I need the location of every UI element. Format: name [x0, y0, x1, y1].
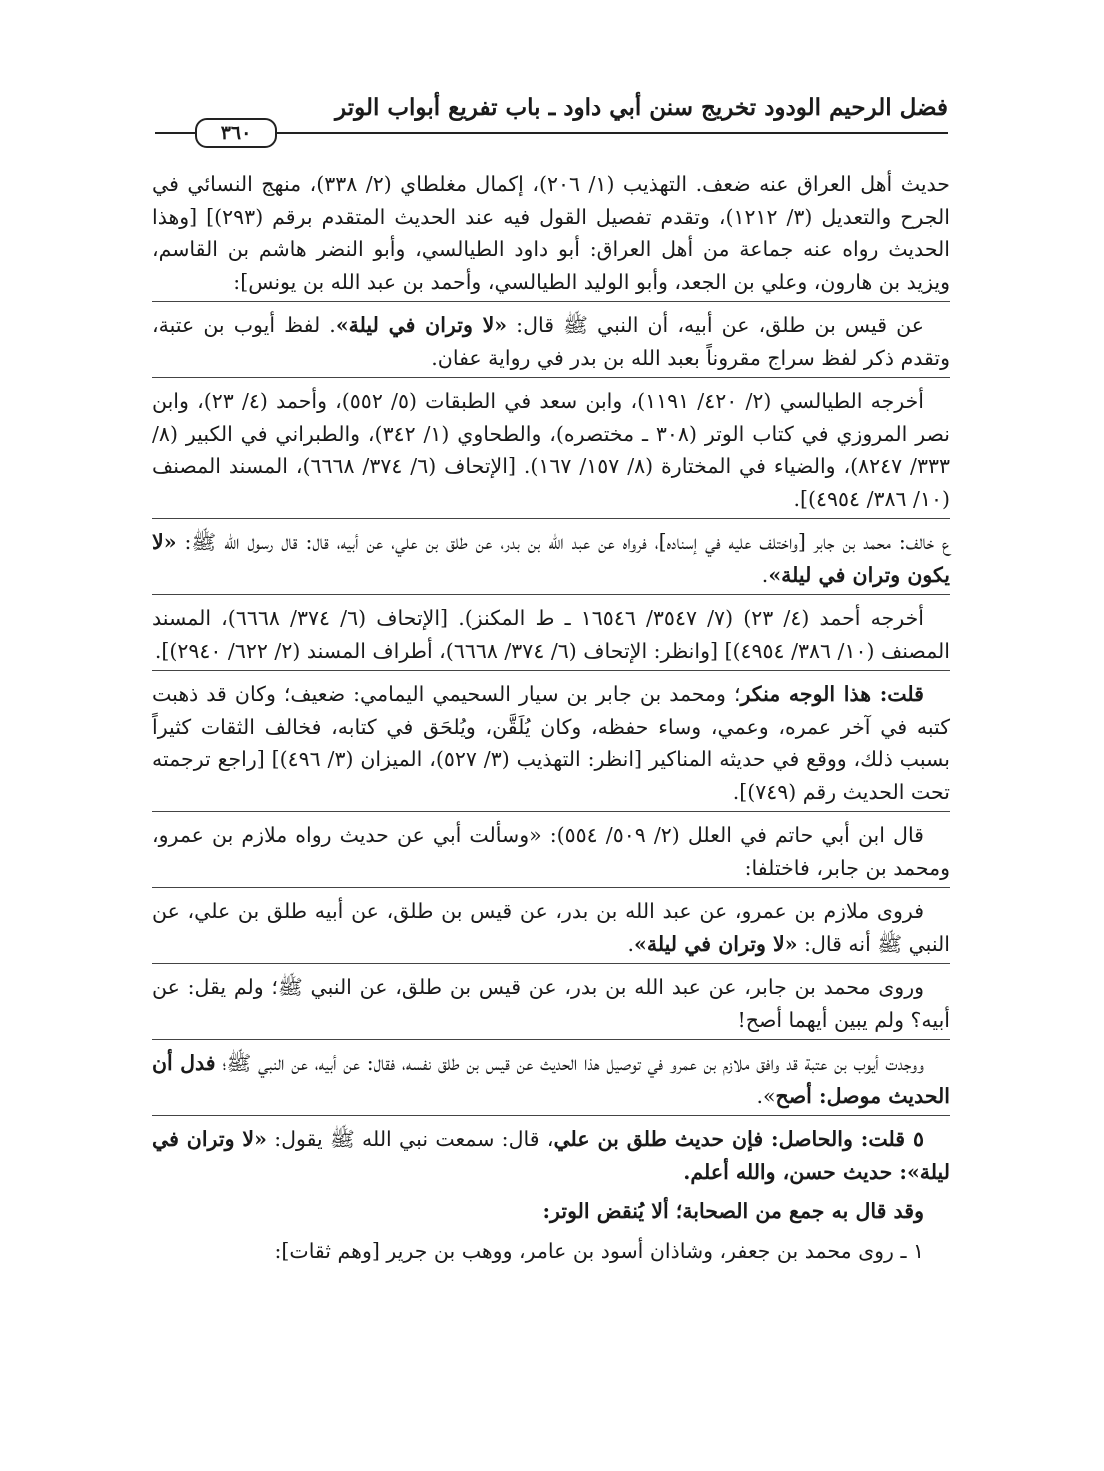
page-body	[152, 168, 950, 1274]
paragraph-item-1: ١ ـ روى محمد بن جعفر، وشاذان أسود بن عامر، ووهب بن جرير [وهم ثقات]:	[274, 1238, 924, 1263]
paragraph-khalafa	[152, 526, 950, 595]
hadith-quote: «لا وتران في ليلة»	[152, 1127, 950, 1184]
bold-lead: قلت: هذا الوجه منكر	[740, 682, 924, 706]
hadith-quote: «لا وتران في ليلة»	[634, 931, 798, 956]
paragraph-footnote-continuation: حديث أهل العراق عنه ضعف. التهذيب (١/ ٢٠٦)، إكمال مغلطاي (٢/ ٣٣٨)، منهج النسائي في الجرح والتعديل (٣/ ١٢١٢)، وتقدم تفصيل القول فيه عند الحديث المتقدم برقم (٢٩٣)] [وهذا الحديث رواه عنه جماعة من أهل العراق: أبو داود الطيالسي، وأبو النضر هاشم بن القاسم، ويزيد بن هارون، وعلي بن الجعد، وأبو الوليد الطيالسي، وأحمد بن عبد الله بن يونس]:	[152, 168, 950, 302]
paragraph-text: عن قيس بن طلق، عن أبيه، أن النبي ﷺ قال:	[507, 313, 924, 337]
paragraph-text: .	[761, 562, 769, 587]
paragraph-text: فروى ملازم بن عمرو، عن عبد الله بن بدر، عن قيس بن طلق، عن أبيه طلق بن علي، عن النبي ﷺ أنه قال:	[152, 899, 950, 956]
paragraph-jabir: وروى محمد بن جابر، عن عبد الله بن بدر، عن قيس بن طلق، عن النبي ﷺ؛ ولم يقل: عن أبيه؟ ولم يبين أيهما أصح!	[152, 971, 950, 1040]
paragraph-text: .	[627, 931, 635, 956]
paragraph-text: ، قال: سمعت نبي الله ﷺ يقول:	[266, 1127, 554, 1151]
hadith-quote: «لا وتران في ليلة»	[335, 313, 508, 337]
running-header	[155, 88, 948, 148]
paragraph-takhrij: أخرجه الطيالسي (٢/ ٤٢٠/ ١١٩١)، وابن سعد في الطبقات (٥/ ٥٥٢)، وأحمد (٤/ ٢٣)، وابن نصر المروزي في كتاب الوتر (٣٠٨ ـ مختصره)، والطحاوي (١/ ٣٤٢)، والطبراني في الكبير (٨/ ٣٣٣/ ٨٢٤٧)، والضياء في المختارة (٨/ ١٥٧/ ١٦٧). [الإتحاف (٦/ ٣٧٤/ ٦٦٦٨)، المسند المصنف (١٠/ ٣٨٦/ ٤٩٥٤)].	[152, 385, 950, 519]
bold-lead: ٥ قلت: والحاصل: فإن حديث طلق بن علي	[553, 1127, 924, 1151]
paragraph-text: ع خالف: محمد بن جابر [واختلف عليه في إسناده]، فرواه عن عبد الله بن بدر، عن طلق بن علي، عن أبيه، قال: قال رسول الله ﷺ:	[176, 530, 950, 554]
paragraph-hadith-text	[152, 309, 950, 378]
bold-conclusion: فدل أن الحديث موصل: أصح	[152, 1051, 950, 1108]
page-number: ٣٦٠	[195, 118, 277, 148]
hadith-quote: «لا يكون وتران في ليلة»	[152, 530, 950, 587]
paragraph-hasil	[152, 1123, 950, 1188]
paragraph-text: ووجدت أيوب بن عتبة قد وافق ملازم بن عمرو في توصيل هذا الحديث عن قيس بن طلق نفسه، فقال: عن أبيه، عن النبي ﷺ؛	[215, 1051, 924, 1075]
paragraph-mulazim	[152, 895, 950, 964]
paragraph-text: ؛ ومحمد بن جابر بن سيار السحيمي اليمامي: ضعيف؛ وكان قد ذهبت كتبه في آخر عمره، وعمي، وساء حفظه، وكان يُلَقَّن، ويُلحَق في كتابه، فخالف الثقات كثيراً بسبب ذلك، ووقع في حديثه المناكير [انظر: التهذيب (٣/ ٥٢٧)، الميزان (٣/ ٤٩٦)] [راجع ترجمته تحت الحديث رقم (٧٤٩)].	[152, 682, 950, 804]
header-title: فضل الرحيم الودود تخريج سنن أبي داود ـ باب تفريع أبواب الوتر	[335, 94, 948, 121]
paragraph-ilal: قال ابن أبي حاتم في العلل (٢/ ٥٠٩/ ٥٥٤): «وسألت أبي عن حديث رواه ملازم بن عمرو، ومحمد بن جابر، فاختلفا:	[152, 819, 950, 888]
paragraph-qultu	[152, 678, 950, 812]
paragraph-takhrij-ahmad: أخرجه أحمد (٤/ ٢٣) (٧/ ٣٥٤٧/ ١٦٥٤٦ ـ ط المكنز). [الإتحاف (٦/ ٣٧٤/ ٦٦٦٨)، المسند المصنف (١٠/ ٣٨٦/ ٤٩٥٤)] [وانظر: الإتحاف (٦/ ٣٧٤/ ٦٦٦٨)، أطراف المسند (٢/ ٦٢٢/ ٢٩٤٠)].	[152, 602, 950, 671]
paragraph-sahaba-heading: وقد قال به جمع من الصحابة؛ ألا يُنقض الوتر:	[542, 1199, 924, 1223]
paragraph-text: . لفظ أيوب بن عتبة، وتقدم ذكر لفظ سراج مقروناً بعبد الله بن بدر في رواية عفان.	[152, 313, 950, 370]
paragraph-ayyub	[152, 1047, 950, 1116]
paragraph-text: ».	[756, 1083, 776, 1108]
grading: : حديث حسن، والله أعلم.	[683, 1159, 907, 1184]
